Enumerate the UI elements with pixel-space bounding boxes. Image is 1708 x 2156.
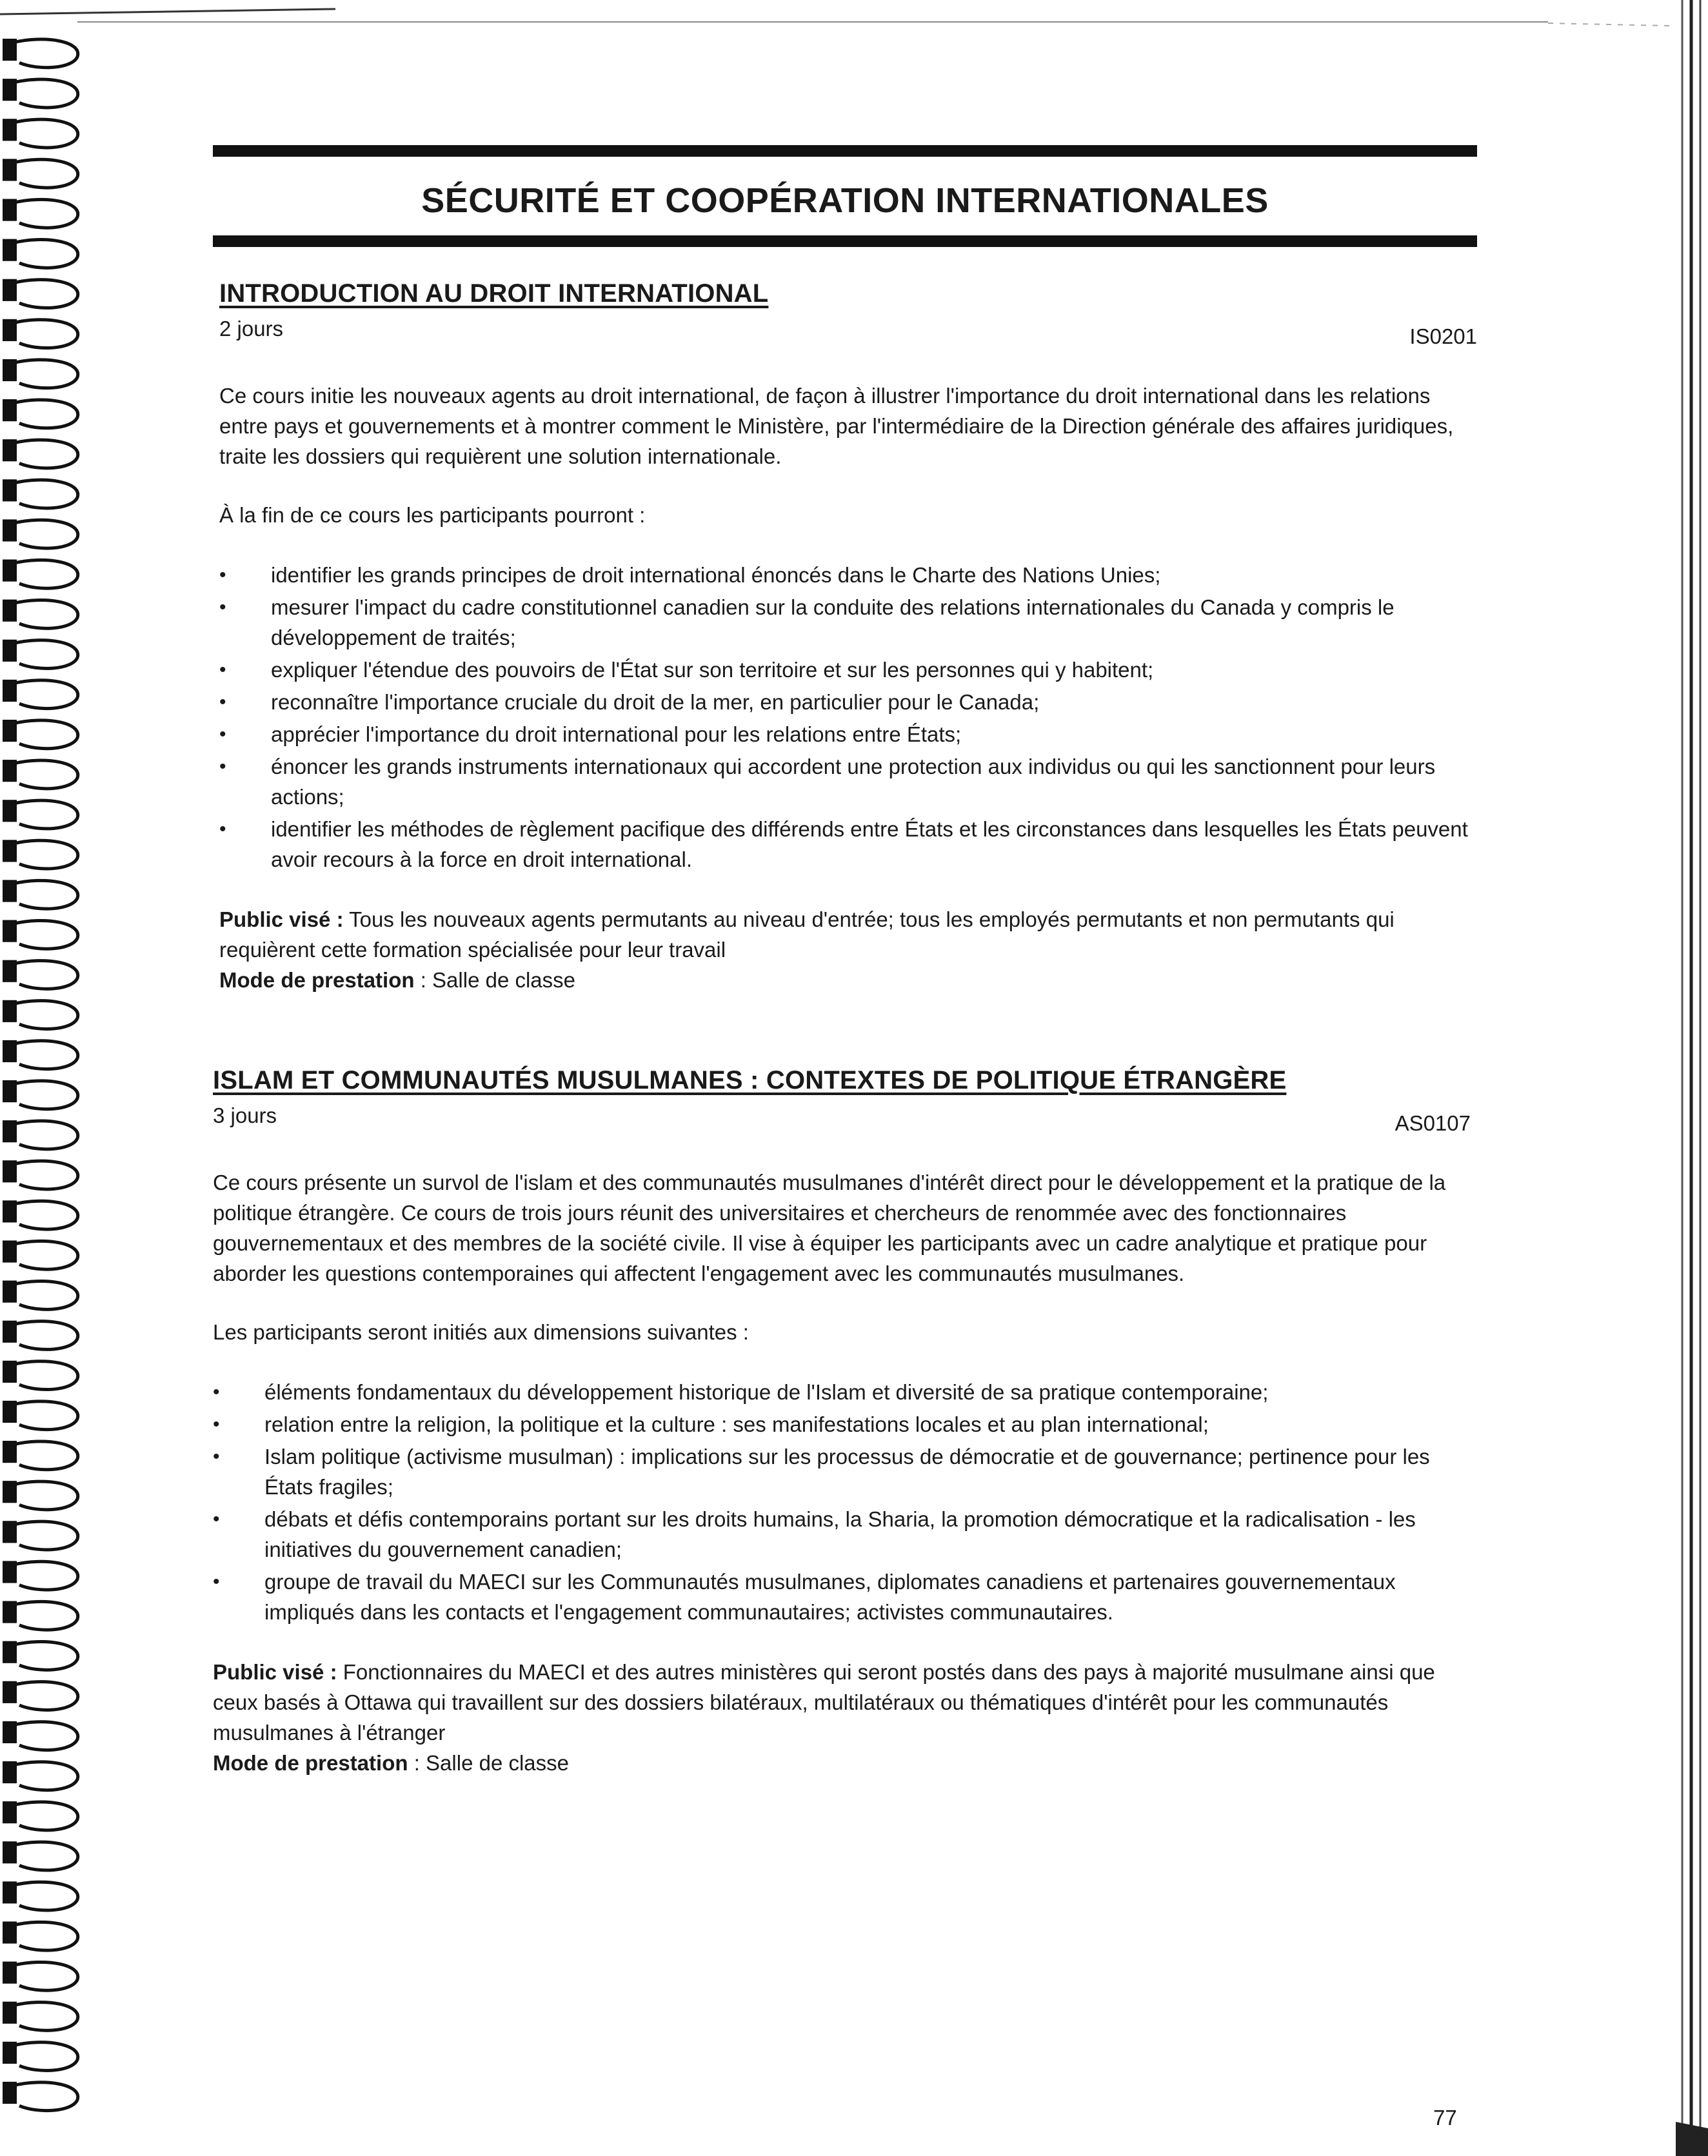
binding-loop [3,519,78,548]
course-description: Ce cours présente un survol de l'islam et des communautés musulmanes d'intérêt direct pour le développement et la pratique de la politique étrangère. Ce cours de trois jours réunit des universitaires et chercheurs de renommée avec des fonctionnaires gouvernementaux et des membres de la société civile. Il vise à équiper les participants avec un cadre analytique et pratique pour aborder les questions contemporaines qui affectent l'engagement avec les communautés musulmanes. [213,1171,1446,1285]
binding-loop [3,1521,78,1550]
binding-loop [3,600,78,629]
course-meta [219,315,1477,351]
course-meta [213,1102,1471,1138]
binding-loop [3,1120,78,1149]
binding-loop [3,920,78,949]
binding-loop [3,1761,78,1790]
binding-loop [3,319,78,348]
audience-label: Public visé : [219,907,344,931]
course-duration: 2 jours [219,317,284,341]
binding-loop [3,1040,78,1069]
binding-loop [3,560,78,589]
binding-loop [3,1601,78,1630]
binding-loop [3,1481,78,1510]
binding-loop [3,1441,78,1470]
binding-loop [3,1641,78,1670]
list-item: • reconnaître l'importance cruciale du droit de la mer, en particulier pour le Canada; [219,687,1477,717]
document-page [213,145,1477,247]
list-item: • groupe de travail du MAECI sur les Communautés musulmanes, diplomates canadiens et partenaires gouvernementaux impliqués dans les contacts et l'engagement communautaires; activistes communautaires. [213,1567,1471,1627]
binding-loop [3,720,78,749]
list-item: • expliquer l'étendue des pouvoirs de l'État sur son territoire et sur les personnes qui y habitent; [219,655,1477,685]
banner-title: SÉCURITÉ ET COOPÉRATION INTERNATIONALES [421,181,1269,220]
course-objectives-list [219,560,1477,875]
audience-text: Tous les nouveaux agents permutants au niveau d'entrée; tous les employés permutants et non permutants qui requièrent cette formation spécialisée pour leur travail [219,907,1395,962]
binding-loop [3,2042,78,2071]
course-code: IS0201 [1409,324,1477,348]
binding-loop [3,680,78,709]
binding-loop [3,2002,78,2031]
binding-loop [3,640,78,669]
binding-loop [3,1721,78,1750]
list-item: • éléments fondamentaux du développement historique de l'Islam et diversité de sa pratique contemporaine; [213,1377,1471,1407]
page-top-edge [0,0,1708,39]
binding-loop [3,960,78,989]
binding-loop [3,1962,78,1991]
course-objectives-lead: Les participants seront initiés aux dimensions suivantes : [213,1320,749,1344]
course-title: INTRODUCTION AU DROIT INTERNATIONAL [219,279,769,308]
binding-loop [3,399,78,428]
list-item: • relation entre la religion, la politique et la culture : ses manifestations locales et au plan international; [213,1409,1471,1439]
banner-bottom-rule [213,235,1477,247]
binding-loop [3,1561,78,1590]
binding-loop [3,439,78,468]
binding-loop [3,1361,78,1390]
binding-loop [3,1160,78,1189]
audience-text: Fonctionnaires du MAECI et des autres ministères qui seront postés dans des pays à majorité musulmane ainsi que ceux basés à Ottawa qui travaillent sur des dossiers bilatéraux, multilatéraux ou thématiques d'intérêt pour les communautés musulmanes à l'étranger [213,1660,1435,1745]
list-item: • identifier les méthodes de règlement pacifique des différends entre États et les circonstances dans lesquelles les États peuvent avoir recours à la force en droit international. [219,814,1477,875]
binding-loop [3,79,78,108]
course-section [213,1064,1471,1778]
binding-loop [3,1921,78,1950]
binding-loop [3,119,78,148]
course-code: AS0107 [1395,1111,1471,1135]
binding-loop [3,1080,78,1109]
delivery-text: : Salle de classe [408,1751,569,1775]
binding-loop [3,800,78,829]
course-section [219,277,1477,995]
binding-loop [3,239,78,268]
list-item: • Islam politique (activisme musulman) : implications sur les processus de démocratie et de gouvernance; pertinence pour les États fragiles; [213,1441,1471,1502]
binding-loop [3,1000,78,1029]
delivery-label: Mode de prestation [213,1751,408,1775]
binding-loop [3,880,78,909]
course-objectives-lead: À la fin de ce cours les participants pourront : [219,503,646,527]
binding-loop [3,479,78,508]
course-audience [219,904,1477,995]
binding-loop [3,1321,78,1350]
binding-loop [3,159,78,188]
binding-loop [3,1681,78,1710]
binding-loop [3,359,78,388]
binding-loop [3,1240,78,1269]
binding-loop [3,1401,78,1430]
binding-loop [3,1881,78,1910]
binding-loop [3,39,78,68]
delivery-text: : Salle de classe [414,968,575,992]
course-objectives-list [213,1377,1471,1627]
page-number: 77 [1433,2106,1457,2130]
list-item: • débats et défis contemporains portant sur les droits humains, la Sharia, la promotion démocratique et la radicalisation - les initiatives du gouvernement canadien; [213,1504,1471,1565]
course-description: Ce cours initie les nouveaux agents au droit international, de façon à illustrer l'importance du droit international dans les relations entre pays et gouvernements et à montrer comment le Ministère, par l'intermédiaire de la Direction générale des affaires juridiques, traite les dossiers qui requièrent une solution internationale. [219,384,1454,468]
delivery-label: Mode de prestation [219,968,415,992]
binding-loop [3,1200,78,1229]
audience-label: Public visé : [213,1660,337,1684]
banner-top-rule [213,145,1477,157]
list-item: • identifier les grands principes de droit international énoncés dans le Charte des Nations Unies; [219,560,1477,590]
binding-loop [3,1281,78,1310]
binding-loop [3,760,78,789]
binding-loop [3,279,78,308]
list-item: • apprécier l'importance du droit international pour les relations entre États; [219,719,1477,749]
binding-loop [3,1801,78,1830]
page-right-edge [1663,0,1708,2156]
binding-loop [3,2082,78,2111]
list-item: • mesurer l'impact du cadre constitutionnel canadien sur la conduite des relations internationales du Canada y compris le développement de traités; [219,592,1477,653]
binding-loop [3,199,78,228]
course-audience [213,1657,1471,1778]
list-item: • énoncer les grands instruments internationaux qui accordent une protection aux individus ou qui les sanctionnent pour leurs actions; [219,751,1477,812]
spiral-binding [0,26,97,2135]
course-title: ISLAM ET COMMUNAUTÉS MUSULMANES : CONTEXTES DE POLITIQUE ÉTRANGÈRE [213,1066,1287,1094]
course-duration: 3 jours [213,1103,277,1127]
binding-loop [3,1841,78,1870]
binding-loop [3,840,78,869]
